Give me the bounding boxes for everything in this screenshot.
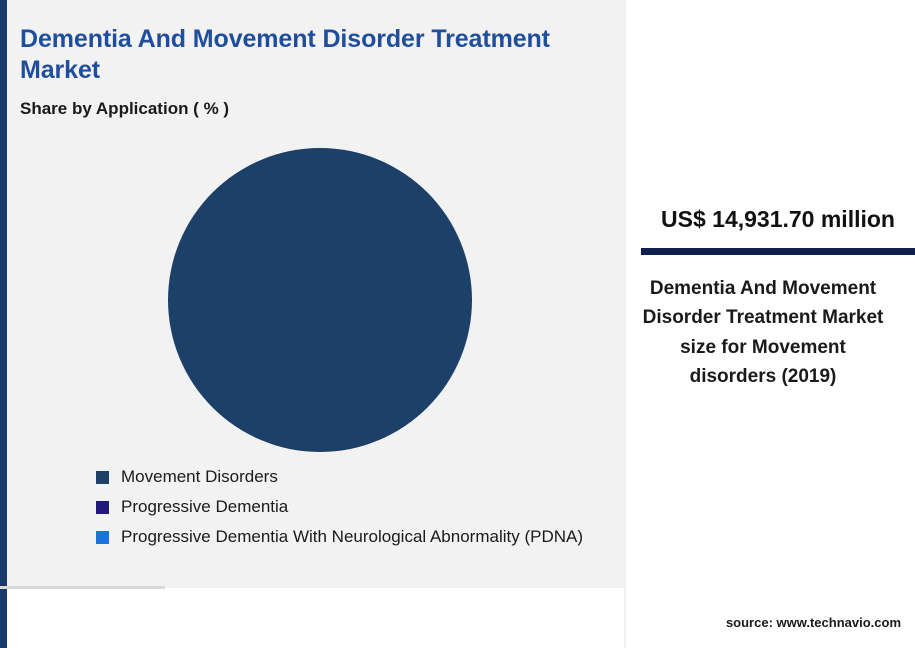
legend-swatch-icon: [96, 501, 109, 514]
legend-item-label: Progressive Dementia With Neurological Abnormality (PDNA): [121, 527, 583, 546]
page-title: Dementia And Movement Disorder Treatment Market: [20, 25, 550, 84]
legend-swatch-icon: [96, 531, 109, 544]
legend-item-label: Progressive Dementia: [121, 497, 289, 516]
left-accent-bar: [0, 0, 7, 648]
callout-divider: [641, 248, 915, 255]
chart-legend: [96, 462, 616, 552]
callout-description: Dementia And Movement Disorder Treatment Market size for Movement disorders (2019): [642, 278, 884, 388]
footer-divider: [0, 586, 165, 589]
pie-chart: [168, 148, 472, 452]
legend-item: [96, 492, 616, 522]
legend-swatch-icon: [96, 471, 109, 484]
callout-value: US$ 14,931.70 million: [661, 206, 895, 232]
legend-item: [96, 462, 616, 492]
pie-slices: [168, 148, 472, 452]
left-panel-footer-background: [0, 588, 624, 648]
chart-subtitle: Share by Application ( % ): [20, 99, 230, 118]
legend-item-label: Movement Disorders: [121, 467, 278, 486]
legend-item: [96, 522, 616, 552]
source-label: source: www.technavio.com: [725, 615, 901, 630]
